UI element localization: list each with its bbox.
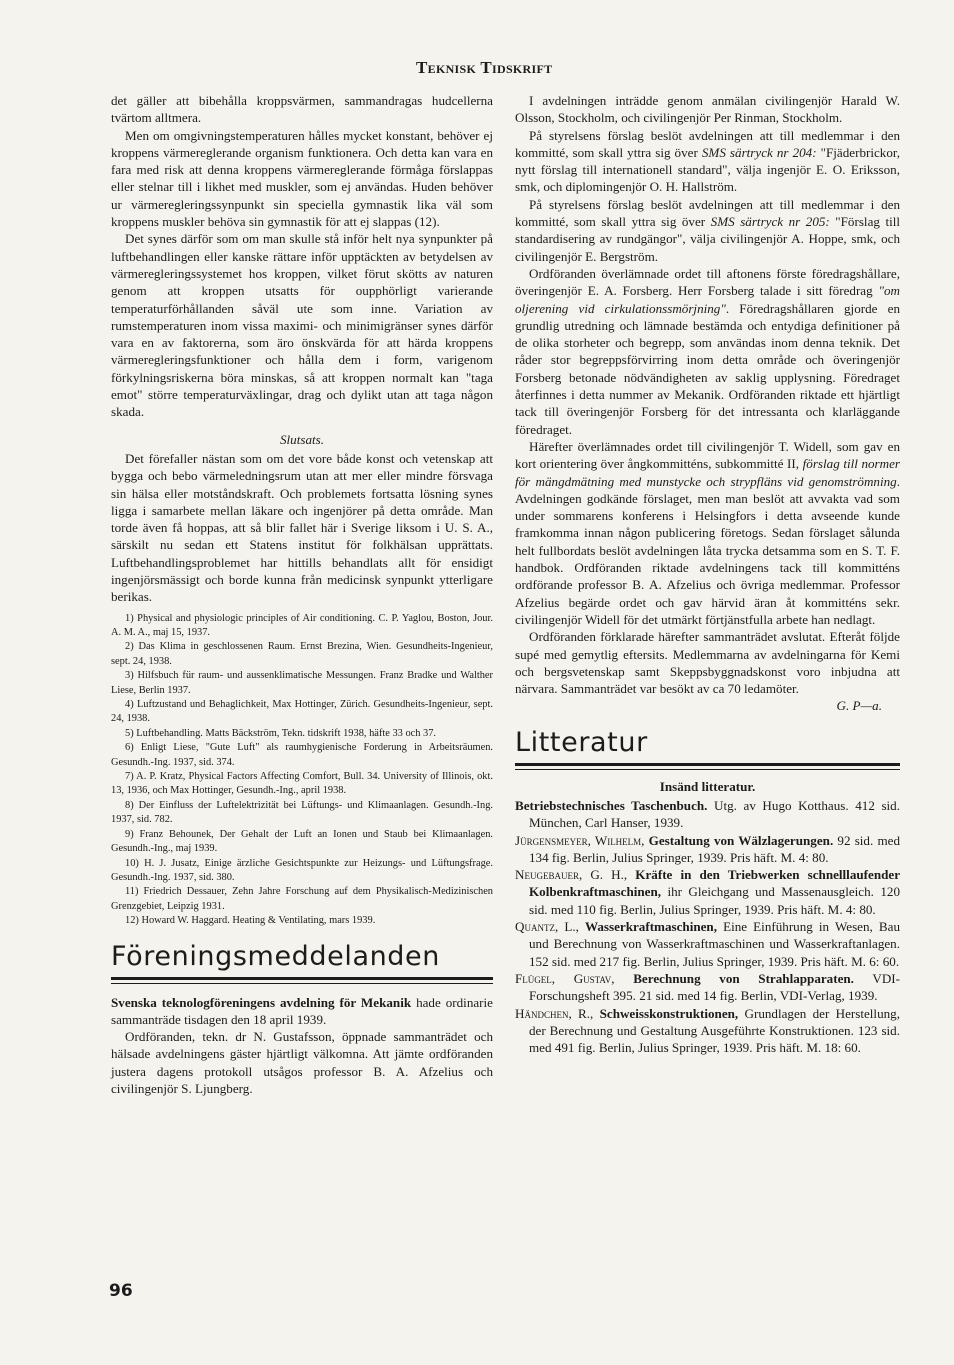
footnote: 6) Enligt Liese, "Gute Luft" als raumhygienische Forderung in Arbeitsräumen. Gesundh.-Ing. 1937, sid. 374.: [111, 742, 493, 768]
book-list: [515, 797, 900, 1056]
footnote: 2) Das Klima in geschlossenen Raum. Ernst Brezina, Wien. Gesundheits-Ingenieur, sept. 24, 1938.: [111, 641, 493, 667]
paragraph: Härefter överlämnades ordet till civilingenjör T. Widell, som gav en kort orientering över ångkommitténs, subkommitté II, förslag till normer för mängdmätning med munstycke och strypfläns vid genomströmning. Avdelningen godkände förslaget, men man beslöt att avvakta vad som under sommarens konferens i Helsingfors i detta avseende kunde framkomma innan någon publicering företogs. Sedan förslaget sålunda helt fullbordats beslöt avdelningen låta trycka detsamma som en S. T. F. handbok. Ordföranden riktade avdelningens tack till kommitténs ordförande professor B. A. Afzelius och övriga medlemmar. Professor Afzelius begärde ordet och gav härvid äran åt kommitténs sekr. civilingenjör Widell för det utmärkt förtjänstfulla arbete han nedlagt.: [515, 438, 901, 627]
association-text: hade ordinarie sammanträde tisdagen den 18 april 1939.: [111, 994, 493, 1027]
paragraph: Ordföranden, tekn. dr N. Gustafsson, öppnade sammanträdet och hälsade avdelningens gäster hjärtligt välkomna. Att jämte ordföranden justera dagens protokoll utsågos professor B. A. Afzelius och civilingenjör S. Ljungberg.: [111, 1029, 493, 1097]
section-rule: [515, 763, 900, 766]
signature: G. P—a.: [836, 698, 882, 714]
paragraph: På styrelsens förslag beslöt avdelningen att till medlemmar i den kommitté, som skall yttra sig över SMS särtryck nr 205: "Förslag till standardisering av rundgängor", välja civilingenjör A. Hoppe, smk, och civilingenjör E. Bergström.: [515, 196, 900, 264]
right-column: [515, 92, 900, 1056]
paragraph: Men om omgivningstemperaturen hålles mycket konstant, behöver ej kroppens värmereglerande organism funktionera. Och detta kan vara en fara med risk att denna kroppens värmereglerande förmåga förslappas eller stelnar till i likhet med muskler, som ej användas. Huden behöver ur värmeregleringssynpunkt sin speciella gymnastik lika väl som kroppens muskler behöva sin gymnastik för att ej slappas (12).: [111, 127, 493, 230]
paragraph: I avdelningen inträdde genom anmälan civilingenjör Harald W. Olsson, Stockholm, och civilingenjör Per Rinman, Stockholm.: [515, 93, 900, 126]
paragraph: Det förefaller nästan som om det vore både konst och vetenskap att bygga och bebo värmeledningsrum utan att mer eller mindre försvaga sin hälsa eller motståndskraft. Och problemets fortsatta lösning synes ligga i samarbete mellan läkare och ingenjörer på detta område. Man torde även få hoppas, att så blir fallet här i Sverige liksom i U. S. A., särskilt nu sedan ett Statens institut för folkhälsan upprättats. Luftbehandlingsproblemet har hittills behandlats allt för ensidigt ingenjörsmässigt och borde kunna från medicinsk synpunkt ytterligare berikas.: [111, 450, 493, 605]
book-entry: Flügel, Gustav, Berechnung von Strahlapparaten. VDI-Forschungsheft 395. 21 sid. med 14 fig. Berlin, VDI-Verlag, 1939.: [515, 970, 901, 1004]
footnote: 7) A. P. Kratz, Physical Factors Affecting Comfort, Bull. 34. University of Illinois, okt. 13, 1936, och Max Hottinger, Gesundh.-Ing., april 1938.: [111, 771, 493, 797]
literature-subheading: Insänd litteratur.: [659, 778, 756, 794]
paragraph: Ordföranden överlämnade ordet till aftonens förste föredragshållare, överingenjör E. A. Forsberg. Herr Forsberg talade i sitt föredrag "om oljerening vid cirkulationssmörjning". Föredragshållaren gjorde en grundlig utredning och lämnade bestämda och entydiga definitioner på de olika storheter och begrepp, som användas inom denna teknik. Det råder stor begreppsförvirring inom detta område och överingenjör Forsberg betonade nödvändigheten av saklig upplysning. Föredraget återfinnes i detta nummer av Mekanik. Ordföranden riktade ett hjärtligt tack till överingenjör Forsberg för det intressanta och klarläggande föredraget.: [515, 265, 900, 437]
footnote: 3) Hilfsbuch für raum- und aussenklimatische Messungen. Franz Bradke und Walther Liese, Berlin 1937.: [111, 670, 493, 696]
section-rule: [111, 977, 493, 980]
paragraph: Det synes därför som om man skulle stå inför helt nya synpunkter på luftbehandlingen eller kanske rättare inför upptäckten av betydelsen av värmeregleringssystemet hos kroppen, vilket förut skötts av naturen genom att kroppen utsatts för oupphörligt varierande temperaturförhållanden såväl ute som inne. Variation av rumstemperaturen inom vissa maximi- och minimigränser synes därför vara en av faktorerna, som äro önskvärda för att härda kroppens värmeregleringsfunktioner och hålla dem i form, varigenom förkylningsriskerna böra minskas, så att kroppen normalt kan "taga emot" större temperaturväxlingar, drag och dylikt utan att taga någon skada.: [111, 231, 493, 420]
book-entry: Betriebstechnisches Taschenbuch. Utg. av Hugo Kotthaus. 412 sid. München, Carl Hanser, 1939.: [515, 797, 900, 831]
book-entry: Händchen, R., Schweisskonstruktionen, Grundlagen der Herstellung, der Berechnung und Gestaltung Ausgeführte Konstruktionen. 123 sid. med 491 fig. Berlin, Julius Springer, 1939. Pris häft. M. 18: 60.: [515, 1005, 900, 1056]
association-title: Svenska teknologföreningens avdelning för Mekanik: [111, 994, 412, 1010]
footnote: 9) Franz Behounek, Der Gehalt der Luft an Ionen und Staub bei Klimaanlagen. Gesundh.-Ing., maj 1939.: [111, 828, 493, 855]
footnotes: [111, 612, 493, 929]
section-rule-thin: [111, 983, 493, 984]
footnote: 11) Friedrich Dessauer, Zehn Jahre Forschung auf dem Physikalisch-Medizinischen Grenzgebiet, Leipzig 1931.: [111, 886, 493, 912]
footnote: 4) Luftzustand und Behaglichkeit, Max Hottinger, Zürich. Gesundheits-Ingenieur, sept. 24, 1938.: [111, 699, 493, 725]
book-entry: Quantz, L., Wasserkraftmaschinen, Eine Einführung in Wesen, Bau und Berechnung von Wasserkraftmaschinen und Wasserkraftanlagen. 152 sid. med 217 fig. Berlin, Julius Springer, 1939. Pris häft. M. 6: 60.: [515, 919, 900, 969]
paragraph: Ordföranden förklarade härefter sammanträdet avslutat. Efteråt följde supé med gemytlig eftersits. Medlemmarna av avdelningarna för Kemi och bergsvetenskap samt Skeppsbyggnadskonst voro inbjudna att närvara. Sammanträdet var besökt av ca 70 ledamöter.: [515, 629, 900, 697]
page-number: 96: [109, 1281, 133, 1301]
footnote: 12) Howard W. Haggard. Heating & Ventilating, mars 1939.: [125, 915, 376, 927]
footnote: 10) H. J. Jusatz, Einige ärzliche Gesichtspunkte zur Heizungs- und Lüftungsfrage. Gesundh.-Ing. 1937, sid. 380.: [111, 857, 493, 883]
book-entry: Jürgensmeyer, Wilhelm, Gestaltung von Wälzlagerungen. 92 sid. med 134 fig. Berlin, Julius Springer, 1939. Pris häft. M. 4: 80.: [515, 832, 900, 865]
paragraph: [111, 994, 493, 1029]
section-rule-thin: [515, 769, 900, 770]
paragraph: På styrelsens förslag beslöt avdelningen att till medlemmar i den kommitté, som skall yttra sig över SMS särtryck nr 204: "Fjäderbrickor, nytt förslag till internationell standard", välja ingenjör E. O. Eriksson, smk, och diplomingenjör O. H. Hallström.: [515, 127, 901, 195]
journal-header: Teknisk Tidskrift: [416, 58, 553, 77]
conclusion-heading: Slutsats.: [279, 431, 325, 447]
section-title-litteratur: Litteratur: [515, 726, 648, 758]
book-entry: Neugebauer, G. H., Kräfte in den Triebwerken schnelllaufender Kolbenkraftmaschinen, ihr Gleichgang und Massenausgleich. 120 sid. med 110 fig. Berlin, Julius Springer, 1939. Pris häft. M. 4: 80.: [515, 867, 901, 917]
footnote: 1) Physical and physiologic principles of Air conditioning. C. P. Yaglou, Boston, Jour. A. M. A., maj 15, 1937.: [111, 612, 493, 639]
section-title-foreningsmeddelanden: Föreningsmeddelanden: [111, 940, 440, 972]
paragraph: det gäller att bibehålla kroppsvärmen, sammandragas hudcellerna tvärtom alltmera.: [111, 93, 493, 126]
left-column: [111, 92, 493, 1097]
footnote: 8) Der Einfluss der Luftelektrizität bei Lüftungs- und Klimaanlagen. Gesundh.-Ing. 1937, sid. 782.: [111, 799, 493, 826]
footnote: 5) Luftbehandling. Matts Bäckström, Tekn. tidskrift 1938, häfte 33 och 37.: [125, 727, 437, 739]
